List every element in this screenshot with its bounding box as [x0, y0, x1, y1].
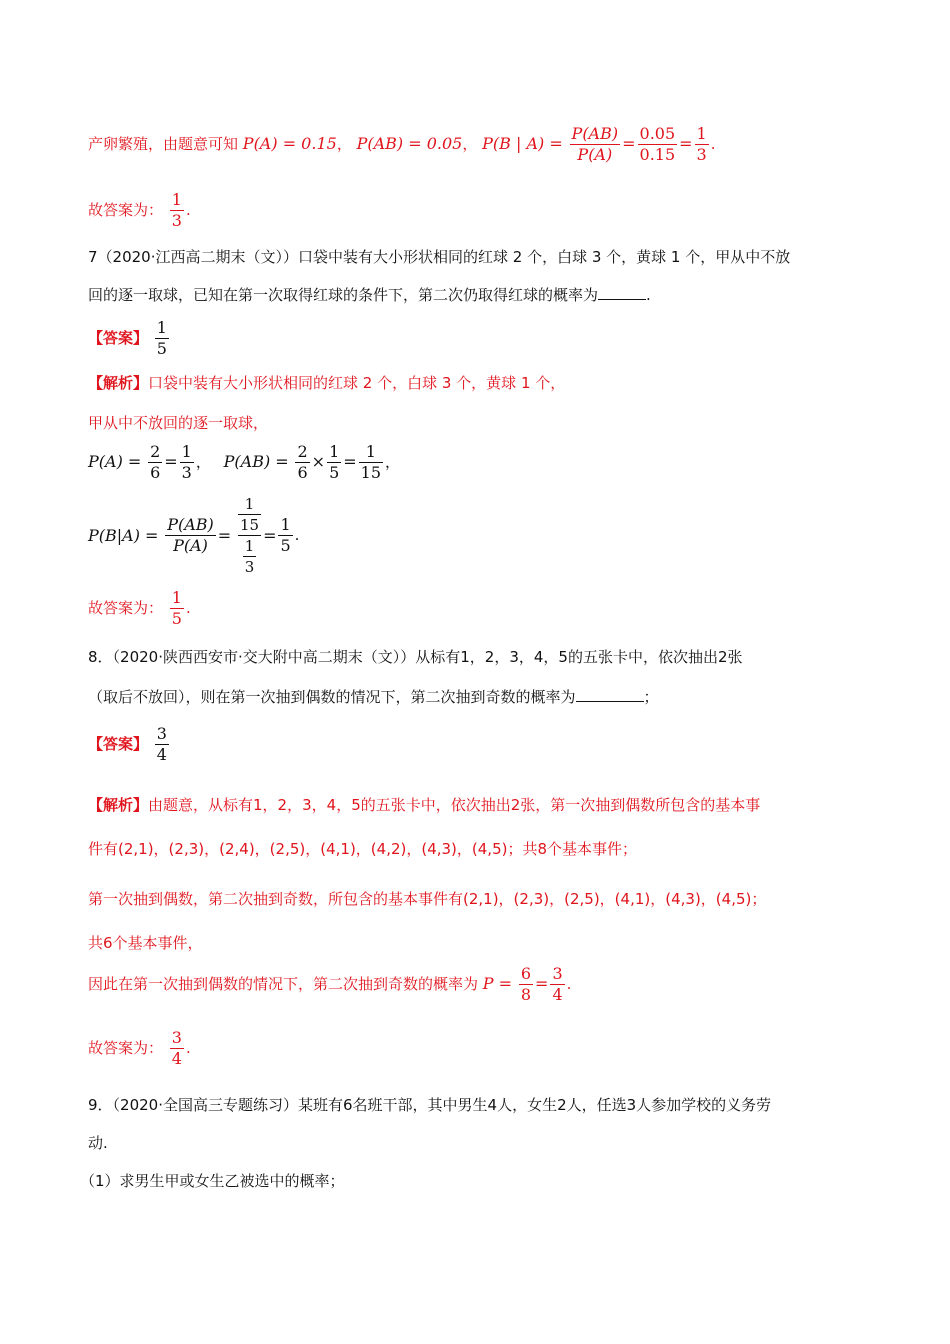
q8-p-frac1: $\frac{6}{8}$ [520, 964, 532, 1004]
q7-analysis-label: 【解析】 [88, 374, 149, 392]
q7-conditional-line: P(B|A) = $\frac{P(AB)}{P(A)}$ = $\frac{\frac{1}{15}}{\frac{1}{3}}$ = $\frac{1}{5}$ . [88, 495, 300, 576]
q9-stem-line1: 9．（2020·全国高三专题练习）某班有6名班干部，其中男生4人，女生2人，任选3人参加学校的义务劳 [88, 1096, 772, 1114]
q8-analysis-line1: 【解析】由题意，从标有1，2，3，4，5的五张卡中，依次抽出2张，第一次抽到偶数所包含的基本事 [88, 796, 761, 814]
q8-answer-blank [576, 687, 644, 702]
q7-analysis-line1: 【解析】口袋中装有大小形状相同的红球 2 个，白球 3 个，黄球 1 个， [88, 374, 566, 392]
q8-analysis-line2: 件有(2,1)，(2,3)，(2,4)，(2,5)，(4,1)，(4,2)，(4,3)，(4,5)；共8个基本事件； [88, 840, 638, 858]
prev-frac-1: $\frac{P(AB)}{P(A)}$ [571, 124, 619, 164]
prev-answer-text: 故答案为： [88, 201, 164, 219]
q7-prob-line: P(A) = $\frac{2}{6}$ = $\frac{1}{3}$ ， P(AB) = $\frac{2}{6}$ × $\frac{1}{5}$ = $\frac{1}{15}$ ， [88, 442, 401, 482]
q8-answer-frac: $\frac{3}{4}$ [156, 724, 167, 764]
q7-pab-frac2: $\frac{1}{5}$ [329, 442, 340, 482]
prev-intro: 产卵繁殖，由题意可知 [88, 135, 239, 153]
q8-analysis-label: 【解析】 [88, 796, 149, 814]
q8-analysis-line4: 共6个基本事件， [88, 934, 203, 952]
prev-frac-2: $\frac{0.05}{0.15}$ [639, 124, 676, 164]
q9-stem-line2: 动. [88, 1134, 108, 1152]
q8-final-frac: $\frac{3}{4}$ [171, 1028, 182, 1068]
q7-pa-frac2: $\frac{1}{3}$ [181, 442, 192, 482]
q7-answer-line [88, 318, 171, 359]
q7-stem-line2: 回的逐一取球，已知在第一次取得红球的条件下，第二次仍取得红球的概率为 . [88, 286, 651, 304]
q7-pa-frac1: $\frac{2}{6}$ [150, 442, 161, 482]
q9-part1: （1）求男生甲或女生乙被选中的概率； [80, 1172, 345, 1190]
q8-stem-line1: 8．（2020·陕西西安市·交大附中高二期末（文））从标有1，2，3，4，5的五张卡中，依次抽出2张 [88, 648, 743, 666]
prev-pba: P(B | A) = [482, 134, 563, 153]
prev-pab: P(AB) = 0.05 [356, 134, 463, 153]
prev-calc-line: 产卵繁殖，由题意可知 P(A) = 0.15， P(AB) = 0.05， P(B | A) = $\frac{P(AB)}{P(A)}$ = $\frac{0.05}{0.15}$ = $\frac{1}{3}$ . [88, 124, 716, 164]
q8-stem-line2: （取后不放回），则在第一次抽到偶数的情况下，第二次抽到奇数的概率为 ； [88, 688, 659, 706]
q8-analysis-line5: 因此在第一次抽到偶数的情况下，第二次抽到奇数的概率为 P = $\frac{6}{8}$ = $\frac{3}{4}$ . [88, 964, 572, 1004]
q7-pab-frac3: $\frac{1}{15}$ [360, 442, 382, 482]
q7-pba-frac1: $\frac{P(AB)}{P(A)}$ [167, 515, 214, 555]
q7-pab-frac1: $\frac{2}{6}$ [297, 442, 308, 482]
q8-final-line: 故答案为： $\frac{3}{4}$ . [88, 1028, 191, 1068]
q7-analysis-line2: 甲从中不放回的逐一取球， [88, 414, 269, 432]
q8-answer-line [88, 724, 171, 765]
q8-analysis-line3: 第一次抽到偶数，第二次抽到奇数，所包含的基本事件有(2,1)，(2,3)，(2,5)，(4,1)，(4,3)，(4,5)； [88, 890, 767, 908]
prev-frac-3: $\frac{1}{3}$ [696, 124, 707, 164]
q7-stem-line1: 7（2020·江西高二期末（文））口袋中装有大小形状相同的红球 2 个，白球 3 个，黄球 1 个，甲从中不放 [88, 248, 791, 266]
prev-answer-line: 故答案为： $\frac{1}{3}$ . [88, 190, 191, 230]
q7-answer-label: 【答案】 [88, 329, 149, 347]
q8-answer-label: 【答案】 [88, 735, 149, 753]
prev-pa: P(A) = 0.15 [242, 134, 337, 153]
prev-answer-frac: $\frac{1}{3}$ [171, 190, 182, 230]
q8-p-frac2: $\frac{3}{4}$ [552, 964, 563, 1004]
q7-answer-blank [598, 285, 646, 300]
q7-final-line: 故答案为： $\frac{1}{5}$ . [88, 588, 191, 628]
q7-pba-compound-frac: $\frac{\frac{1}{15}}{\frac{1}{3}}$ [239, 495, 260, 576]
q7-answer-frac: $\frac{1}{5}$ [156, 318, 167, 358]
q7-final-frac: $\frac{1}{5}$ [171, 588, 182, 628]
q7-pba-result: $\frac{1}{5}$ [280, 515, 291, 555]
